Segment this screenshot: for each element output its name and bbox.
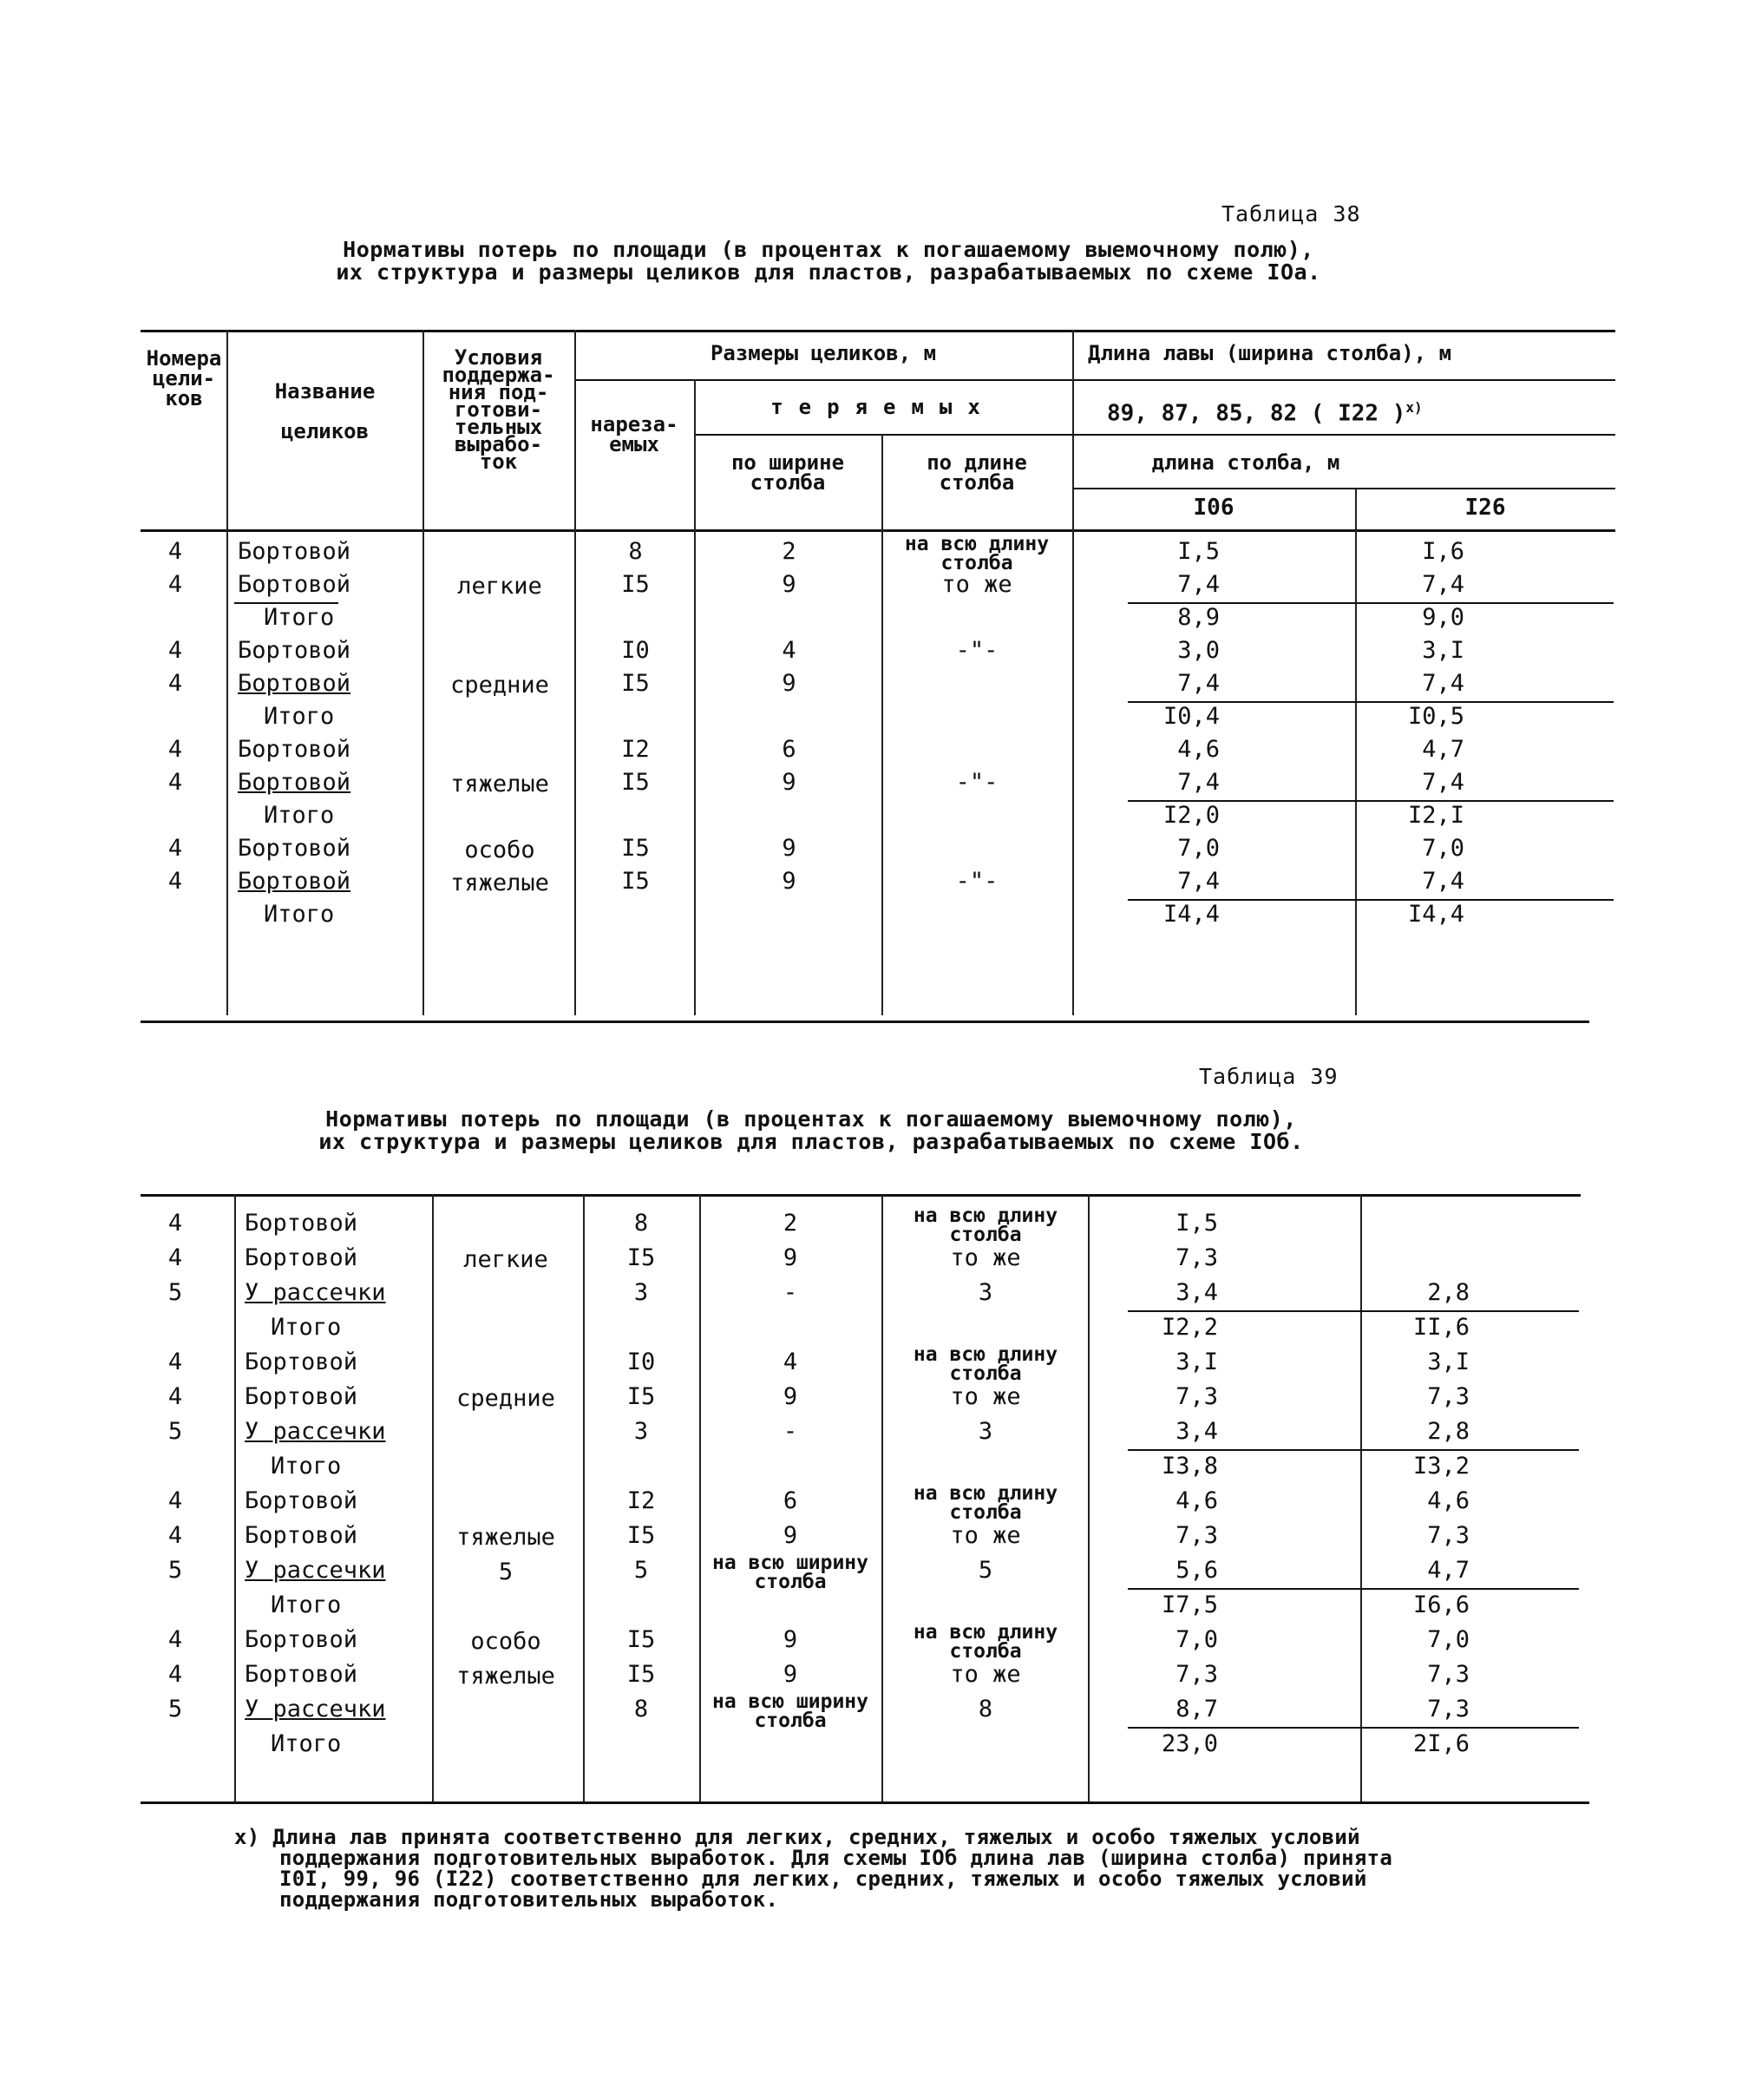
cell-cut: I5	[621, 835, 650, 862]
cell-w: 9	[782, 835, 796, 862]
cell-v1: I,5	[1176, 1210, 1218, 1237]
cell-v1: 7,4	[1177, 571, 1220, 598]
col-header-number: Номера цели- ков	[146, 346, 222, 410]
cell-v1: 8,7	[1176, 1696, 1218, 1723]
cell-v1: 7,4	[1177, 670, 1220, 697]
cell-v1: 8,9	[1177, 604, 1220, 631]
cell-v1: I0,4	[1162, 703, 1220, 730]
cell-v2: 7,4	[1422, 868, 1464, 895]
col-header-lava: Длина лавы (ширина столба), м	[1088, 341, 1452, 365]
cell-l: -"-	[955, 868, 999, 895]
cell-w: 9	[782, 571, 796, 598]
cell-num: 4	[167, 769, 183, 796]
cell-num: 4	[167, 1522, 183, 1549]
cell-l: то же	[950, 1383, 1021, 1410]
cell-l: -"-	[955, 769, 999, 796]
cell-num: 4	[167, 571, 183, 598]
cell-cut: I2	[621, 736, 650, 763]
cell-cut: I5	[626, 1244, 656, 1271]
cell-cut: 5	[633, 1557, 649, 1584]
cell-l: 3	[978, 1418, 993, 1445]
cell-cond: тяжелые	[456, 1524, 555, 1551]
cell-cut: 3	[633, 1418, 649, 1445]
cell-cond: средние	[456, 1385, 555, 1412]
cell-name: Бортовой	[245, 1661, 358, 1688]
cell-v2: I6,6	[1412, 1591, 1470, 1618]
cell-name: Итого	[264, 901, 335, 928]
cell-w: 2	[783, 1210, 798, 1237]
cell-num: 4	[167, 1661, 183, 1688]
cell-cut: I5	[626, 1383, 656, 1410]
cell-name: Бортовой	[245, 1349, 358, 1375]
cell-name: Бортовой	[238, 637, 351, 664]
cell-v2: 7,0	[1422, 835, 1464, 862]
table-39-label: Таблица 39	[1199, 1064, 1339, 1089]
cell-num: 4	[167, 1349, 183, 1375]
cell-w: 6	[782, 736, 796, 763]
cell-l: 5	[978, 1557, 993, 1584]
cell-cut: I5	[621, 670, 650, 697]
cell-v2: 2I,6	[1412, 1730, 1470, 1757]
cell-cond: особо	[470, 1628, 541, 1655]
cell-v2: 7,4	[1422, 670, 1464, 697]
table-38-caption-line-2: их структура и размеры целиков для пластов, разрабатываемых по схеме IOа.	[336, 259, 1321, 285]
cell-name: Итого	[271, 1314, 342, 1341]
cell-w: на всю ширину столба	[711, 1690, 868, 1732]
col-header-sizes: Размеры целиков, м	[710, 341, 937, 365]
cell-v1: I2,0	[1162, 802, 1220, 829]
cell-cond: особо	[464, 837, 535, 863]
table-38-caption-line-1: Нормативы потерь по площади (в процентах к погашаемому выемочному полю),	[343, 237, 1314, 262]
cell-cond: легкие	[457, 573, 542, 600]
table-39-caption-line-1: Нормативы потерь по площади (в процентах к погашаемому выемочному полю),	[325, 1106, 1297, 1132]
cell-v1: 5,6	[1176, 1557, 1218, 1584]
sum-rule	[1128, 1310, 1579, 1312]
footnote-line-4: поддержания подготовительных выработок.	[279, 1887, 779, 1912]
footnote-line-3: I0I, 99, 96 (I22) соответственно для легких, средних, тяжелых и особо тяжелых условий	[279, 1867, 1367, 1891]
cell-cut: I5	[621, 571, 650, 598]
cell-name: Итого	[271, 1591, 342, 1618]
cell-l: -"-	[955, 637, 999, 664]
cell-v2: I0,5	[1407, 703, 1464, 730]
cell-cut: 8	[628, 538, 643, 565]
cell-v1: 7,3	[1176, 1522, 1218, 1549]
cell-num: 4	[167, 1383, 183, 1410]
cell-l: то же	[950, 1244, 1021, 1271]
cell-num: 4	[167, 835, 183, 862]
cell-v1: 7,3	[1176, 1661, 1218, 1688]
cell-num: 5	[167, 1557, 183, 1584]
cell-v2: 7,3	[1427, 1661, 1470, 1688]
cell-v2: 7,4	[1422, 571, 1464, 598]
cell-cut: I5	[621, 769, 650, 796]
sum-rule	[1128, 1588, 1579, 1590]
col-header-lava-values: 89, 87, 85, 82 ( I22 )$^{x)}$	[1107, 399, 1423, 427]
cell-cond: 5	[498, 1559, 514, 1585]
cell-name: Итого	[264, 802, 335, 829]
cell-w: 9	[782, 868, 796, 895]
cell-num: 4	[167, 1244, 183, 1271]
cell-l: 3	[978, 1279, 993, 1306]
cell-v1: 23,0	[1161, 1730, 1218, 1757]
cell-w: 9	[783, 1626, 798, 1653]
cell-v2: 9,0	[1422, 604, 1464, 631]
cell-name: Бортовой	[238, 868, 351, 895]
cell-v2: 3,I	[1422, 637, 1464, 664]
cell-cut: I5	[626, 1661, 656, 1688]
cell-v1: 3,4	[1176, 1279, 1218, 1306]
sum-rule	[1128, 1727, 1579, 1729]
cell-num: 4	[167, 1626, 183, 1653]
cell-v2: 4,6	[1427, 1487, 1470, 1514]
cell-v1: 3,4	[1176, 1418, 1218, 1445]
cell-l: на всю длину столба	[913, 1621, 1058, 1663]
cell-v2: I,6	[1422, 538, 1464, 565]
cell-w: 6	[783, 1487, 798, 1514]
cell-w: 9	[783, 1522, 798, 1549]
cell-v1: 7,4	[1177, 769, 1220, 796]
cell-num: 5	[167, 1418, 183, 1445]
col-header-by-length: по длине столба	[927, 450, 1027, 495]
cell-l: на всю длину столба	[913, 1482, 1058, 1524]
cell-w: 9	[783, 1661, 798, 1688]
cell-cut: I0	[621, 637, 650, 664]
cell-cut: I5	[626, 1626, 656, 1653]
cell-cond: тяжелые	[450, 771, 549, 797]
cell-v1: I2,2	[1161, 1314, 1218, 1341]
cell-num: 4	[167, 637, 183, 664]
col-header-conditions: Условия поддержа- ния под- готови- тельных вырабо- ток	[442, 345, 555, 474]
cell-w: 4	[782, 637, 796, 664]
cell-v1: I,5	[1177, 538, 1220, 565]
cell-name: Бортовой	[238, 736, 351, 763]
cell-name: Бортовой	[238, 769, 351, 796]
col-header-length-126: I26	[1464, 495, 1506, 521]
cell-name: У рассечки	[245, 1557, 386, 1584]
cell-w: 9	[782, 769, 796, 796]
cell-w: 9	[783, 1244, 798, 1271]
cell-v2: 4,7	[1422, 736, 1464, 763]
cell-cond: тяжелые	[450, 870, 549, 896]
cell-l: то же	[941, 571, 1012, 598]
cell-v1: I3,8	[1161, 1453, 1218, 1480]
cell-cond: средние	[450, 672, 549, 699]
cell-name: Бортовой	[245, 1210, 358, 1237]
cell-name: Бортовой	[245, 1487, 358, 1514]
cell-num: 4	[167, 538, 183, 565]
cell-v2: 4,7	[1427, 1557, 1470, 1584]
cell-num: 4	[167, 1487, 183, 1514]
cell-name: Итого	[271, 1730, 342, 1757]
cell-l: то же	[950, 1661, 1021, 1688]
cell-name: Бортовой	[245, 1244, 358, 1271]
table-38-label: Таблица 38	[1221, 201, 1361, 226]
cell-num: 4	[167, 736, 183, 763]
cell-cond: легкие	[463, 1246, 548, 1273]
cell-cut: I5	[626, 1522, 656, 1549]
cell-name: У рассечки	[245, 1418, 386, 1445]
col-header-by-width: по ширине столба	[730, 450, 845, 495]
cell-l: на всю длину столба	[913, 1204, 1058, 1246]
cell-v1: I7,5	[1161, 1591, 1218, 1618]
cell-v1: 3,I	[1176, 1349, 1218, 1375]
cell-l: то же	[950, 1522, 1021, 1549]
cell-cut: I0	[626, 1349, 656, 1375]
cell-v2: 7,3	[1427, 1522, 1470, 1549]
cell-w: -	[783, 1279, 798, 1306]
cell-v1: 7,0	[1177, 835, 1220, 862]
cell-v2: I2,I	[1407, 802, 1464, 829]
cell-name: Бортовой	[245, 1383, 358, 1410]
cell-cut: I2	[626, 1487, 656, 1514]
cell-num: 4	[167, 670, 183, 697]
cell-v1: 4,6	[1176, 1487, 1218, 1514]
cell-v2: 7,3	[1427, 1383, 1470, 1410]
cell-v2: 7,0	[1427, 1626, 1470, 1653]
cell-v2: 3,I	[1427, 1349, 1470, 1375]
cell-l: на всю длину столба	[904, 533, 1050, 574]
cell-name: Итого	[264, 604, 335, 631]
cell-v2: 2,8	[1427, 1418, 1470, 1445]
cell-v1: 4,6	[1177, 736, 1220, 763]
cell-l: на всю длину столба	[913, 1343, 1058, 1385]
cell-w: -	[783, 1418, 798, 1445]
col-header-length-106: I06	[1193, 495, 1234, 521]
cell-cut: 3	[633, 1279, 649, 1306]
cell-v1: 7,3	[1176, 1383, 1218, 1410]
cell-v2: I3,2	[1412, 1453, 1470, 1480]
cell-name: Бортовой	[238, 571, 351, 598]
cell-num: 5	[167, 1696, 183, 1723]
cell-v2: 2,8	[1427, 1279, 1470, 1306]
cell-name: У рассечки	[245, 1696, 386, 1723]
cell-v1: I4,4	[1162, 901, 1220, 928]
col-header-cut: нареза- емых	[590, 412, 678, 456]
cell-w: 9	[783, 1383, 798, 1410]
cell-name: Итого	[271, 1453, 342, 1480]
cell-name: Итого	[264, 703, 335, 730]
cell-num: 5	[167, 1279, 183, 1306]
cell-v2: 7,4	[1422, 769, 1464, 796]
cell-w: 4	[783, 1349, 798, 1375]
cell-w: 9	[782, 670, 796, 697]
sum-rule	[1128, 1449, 1579, 1451]
footnote-line-2: поддержания подготовительных выработок. Для схемы IOб длина лав (ширина столба) принята	[279, 1846, 1393, 1870]
cell-name: Бортовой	[238, 670, 351, 697]
cell-v2: 7,3	[1427, 1696, 1470, 1723]
cell-w: 2	[782, 538, 796, 565]
cell-w: на всю ширину столба	[711, 1552, 868, 1593]
cell-num: 4	[167, 1210, 183, 1237]
cell-v1: 7,4	[1177, 868, 1220, 895]
cell-l: 8	[978, 1696, 993, 1723]
cell-name: У рассечки	[245, 1279, 386, 1306]
cell-v2: I4,4	[1407, 901, 1464, 928]
cell-v1: 7,0	[1176, 1626, 1218, 1653]
col-header-name: Название целиков	[274, 379, 376, 443]
cell-v1: 3,0	[1177, 637, 1220, 664]
cell-name: Бортовой	[238, 835, 351, 862]
cell-name: Бортовой	[245, 1522, 358, 1549]
cell-name: Бортовой	[245, 1626, 358, 1653]
col-header-pillar-length: длина столба, м	[1151, 450, 1340, 475]
cell-cut: 8	[633, 1210, 649, 1237]
cell-cut: I5	[621, 868, 650, 895]
cell-v1: 7,3	[1176, 1244, 1218, 1271]
cell-v2: II,6	[1412, 1314, 1470, 1341]
footnote-line-1: x) Длина лав принята соответственно для легких, средних, тяжелых и особо тяжелых условий	[234, 1825, 1360, 1849]
cell-num: 4	[167, 868, 183, 895]
cell-cond: тяжелые	[456, 1663, 555, 1690]
col-header-lost: теряемых	[770, 395, 996, 419]
cell-name: Бортовой	[238, 538, 351, 565]
table-39-caption-line-2: их структура и размеры целиков для пластов, разрабатываемых по схеме IOб.	[318, 1129, 1304, 1154]
cell-cut: 8	[633, 1696, 649, 1723]
